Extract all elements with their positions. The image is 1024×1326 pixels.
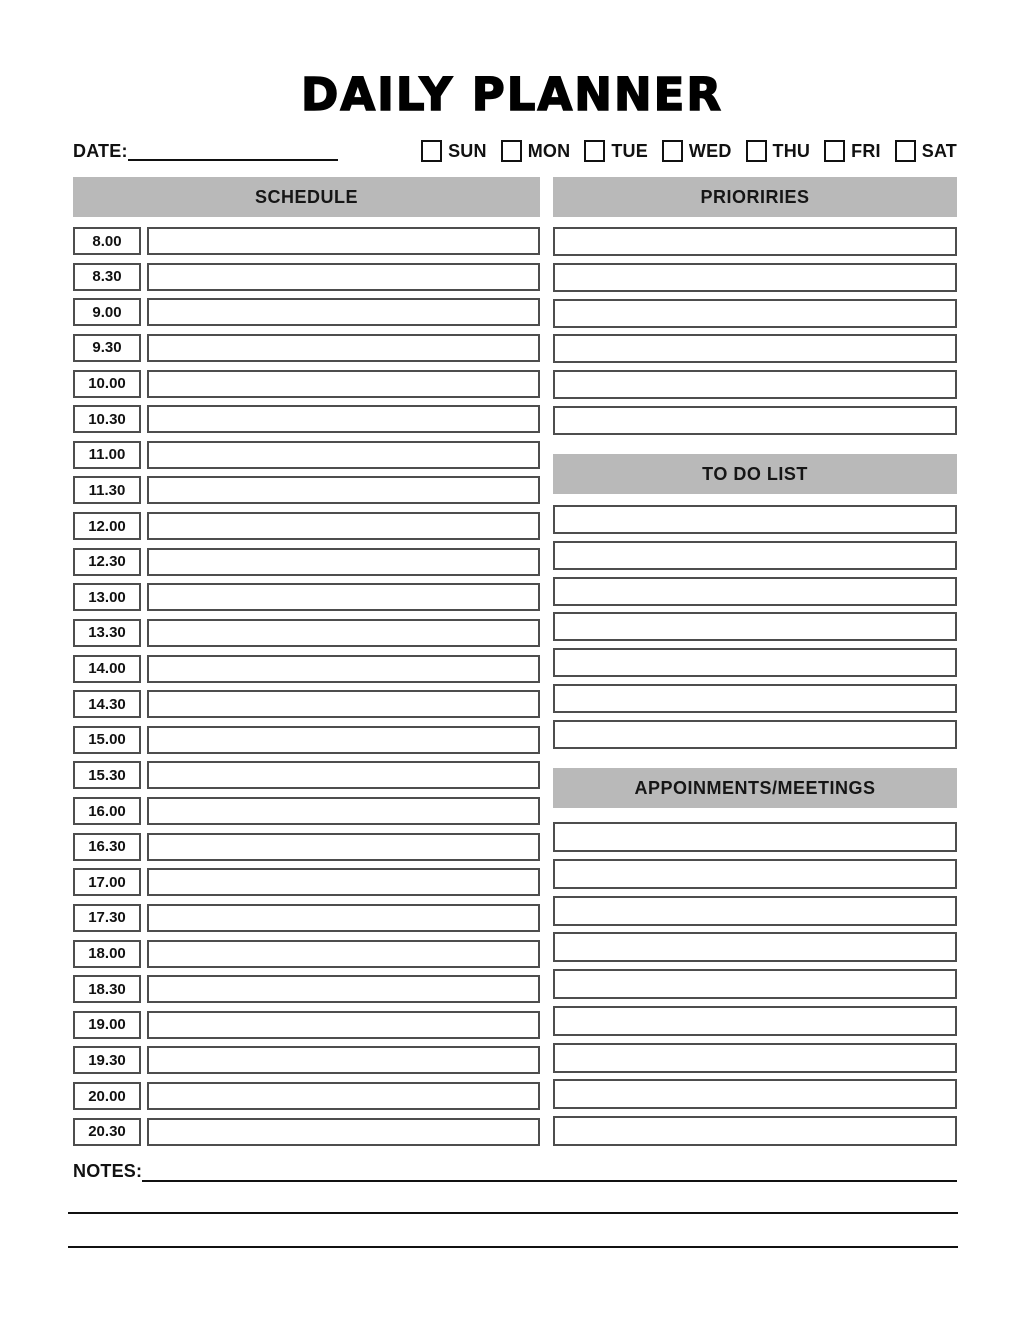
priorities-header-bar: PRIORIRIES: [553, 177, 957, 217]
schedule-row: [73, 583, 540, 611]
schedule-entry-field[interactable]: [147, 548, 540, 576]
appointment-entry-field[interactable]: [553, 932, 957, 962]
schedule-entry-field[interactable]: [147, 298, 540, 326]
schedule-entry-field[interactable]: [147, 1011, 540, 1039]
schedule-row: [73, 797, 540, 825]
weekday-label: WED: [688, 140, 732, 161]
schedule-header-bar: SCHEDULE: [73, 177, 540, 217]
schedule-time-label: 14.00: [73, 655, 141, 683]
todo-entry-field[interactable]: [553, 577, 957, 606]
appointments-header-bar: APPOINMENTS/MEETINGS: [553, 768, 957, 808]
date-days-row: [73, 136, 957, 166]
schedule-time-label: 18.00: [73, 940, 141, 968]
schedule-row: [73, 868, 540, 896]
schedule-row: [73, 370, 540, 398]
schedule-time-label: 10.30: [73, 405, 141, 433]
weekday-item[interactable]: [501, 140, 571, 162]
weekday-label: TUE: [611, 140, 648, 161]
todo-rows: [553, 505, 957, 749]
weekday-checkbox[interactable]: [421, 140, 442, 162]
todo-entry-field[interactable]: [553, 648, 957, 677]
schedule-entry-field[interactable]: [147, 904, 540, 932]
notes-fill-line[interactable]: [142, 1160, 957, 1182]
schedule-rows: [73, 227, 540, 1146]
appointment-entry-field[interactable]: [553, 859, 957, 889]
schedule-entry-field[interactable]: [147, 512, 540, 540]
weekday-item[interactable]: [421, 140, 487, 162]
schedule-entry-field[interactable]: [147, 370, 540, 398]
schedule-row: [73, 334, 540, 362]
schedule-row: [73, 405, 540, 433]
schedule-entry-field[interactable]: [147, 227, 540, 255]
appointments-rows: [553, 822, 957, 1146]
schedule-row: [73, 227, 540, 255]
schedule-row: [73, 655, 540, 683]
weekday-checkbox[interactable]: [746, 140, 767, 162]
appointment-entry-field[interactable]: [553, 1116, 957, 1146]
schedule-row: [73, 619, 540, 647]
schedule-entry-field[interactable]: [147, 975, 540, 1003]
weekday-item[interactable]: [662, 140, 732, 162]
schedule-time-label: 13.00: [73, 583, 141, 611]
schedule-row: [73, 298, 540, 326]
appointment-entry-field[interactable]: [553, 1079, 957, 1109]
schedule-time-label: 15.30: [73, 761, 141, 789]
weekday-label: MON: [527, 140, 571, 161]
todo-entry-field[interactable]: [553, 505, 957, 534]
schedule-time-label: 12.00: [73, 512, 141, 540]
weekday-label: FRI: [851, 140, 881, 161]
weekday-checkbox[interactable]: [895, 140, 916, 162]
weekday-label: THU: [772, 140, 811, 161]
schedule-row: [73, 726, 540, 754]
schedule-time-label: 8.00: [73, 227, 141, 255]
todo-header-bar: TO DO LIST: [553, 454, 957, 494]
weekday-label: SAT: [921, 140, 957, 161]
schedule-row: [73, 761, 540, 789]
schedule-row: [73, 512, 540, 540]
schedule-entry-field[interactable]: [147, 263, 540, 291]
schedule-entry-field[interactable]: [147, 334, 540, 362]
appointment-entry-field[interactable]: [553, 1043, 957, 1073]
schedule-time-label: 19.30: [73, 1046, 141, 1074]
schedule-time-label: 10.00: [73, 370, 141, 398]
priority-entry-field[interactable]: [553, 370, 957, 399]
schedule-time-label: 13.30: [73, 619, 141, 647]
notes-ruled-line[interactable]: [68, 1246, 958, 1248]
schedule-entry-field[interactable]: [147, 833, 540, 861]
weekday-checkbox[interactable]: [662, 140, 683, 162]
weekday-checkbox-group: [421, 140, 957, 162]
page-title: DAILY PLANNER: [300, 68, 724, 121]
schedule-time-label: 8.30: [73, 263, 141, 291]
priority-entry-field[interactable]: [553, 263, 957, 292]
schedule-time-label: 20.30: [73, 1118, 141, 1146]
schedule-entry-field[interactable]: [147, 1046, 540, 1074]
schedule-row: [73, 1118, 540, 1146]
notes-section: [73, 1160, 957, 1182]
todo-entry-field[interactable]: [553, 684, 957, 713]
schedule-entry-field[interactable]: [147, 583, 540, 611]
schedule-entry-field[interactable]: [147, 940, 540, 968]
schedule-entry-field[interactable]: [147, 1118, 540, 1146]
todo-entry-field[interactable]: [553, 541, 957, 570]
schedule-time-label: 9.30: [73, 334, 141, 362]
schedule-row: [73, 476, 540, 504]
todo-entry-field[interactable]: [553, 612, 957, 641]
schedule-time-label: 18.30: [73, 975, 141, 1003]
priorities-rows: [553, 227, 957, 435]
schedule-row: [73, 833, 540, 861]
schedule-row: [73, 940, 540, 968]
todo-entry-field[interactable]: [553, 720, 957, 749]
appointment-entry-field[interactable]: [553, 1006, 957, 1036]
schedule-entry-field[interactable]: [147, 690, 540, 718]
schedule-time-label: 11.30: [73, 476, 141, 504]
schedule-row: [73, 975, 540, 1003]
schedule-entry-field[interactable]: [147, 868, 540, 896]
schedule-entry-field[interactable]: [147, 619, 540, 647]
schedule-time-label: 16.00: [73, 797, 141, 825]
schedule-time-label: 9.00: [73, 298, 141, 326]
schedule-entry-field[interactable]: [147, 726, 540, 754]
weekday-item[interactable]: [824, 140, 881, 162]
appointment-entry-field[interactable]: [553, 969, 957, 999]
weekday-item[interactable]: [895, 140, 957, 162]
date-label: DATE:: [73, 140, 128, 161]
priority-entry-field[interactable]: [553, 334, 957, 363]
schedule-entry-field[interactable]: [147, 405, 540, 433]
schedule-row: [73, 263, 540, 291]
schedule-time-label: 17.30: [73, 904, 141, 932]
weekday-checkbox[interactable]: [824, 140, 845, 162]
schedule-row: [73, 441, 540, 469]
schedule-entry-field[interactable]: [147, 476, 540, 504]
schedule-time-label: 19.00: [73, 1011, 141, 1039]
schedule-row: [73, 904, 540, 932]
appointment-entry-field[interactable]: [553, 822, 957, 852]
schedule-entry-field[interactable]: [147, 655, 540, 683]
schedule-time-label: 12.30: [73, 548, 141, 576]
schedule-row: [73, 690, 540, 718]
priority-entry-field[interactable]: [553, 406, 957, 435]
schedule-time-label: 20.00: [73, 1082, 141, 1110]
priority-entry-field[interactable]: [553, 227, 957, 256]
schedule-row: [73, 1011, 540, 1039]
schedule-time-label: 17.00: [73, 868, 141, 896]
schedule-time-label: 14.30: [73, 690, 141, 718]
schedule-section: [73, 177, 540, 1141]
weekday-item[interactable]: [746, 140, 811, 162]
weekday-item[interactable]: [584, 140, 648, 162]
appointment-entry-field[interactable]: [553, 896, 957, 926]
schedule-row: [73, 1046, 540, 1074]
schedule-time-label: 16.30: [73, 833, 141, 861]
schedule-entry-field[interactable]: [147, 797, 540, 825]
weekday-checkbox[interactable]: [501, 140, 522, 162]
weekday-checkbox[interactable]: [584, 140, 605, 162]
schedule-row: [73, 1082, 540, 1110]
weekday-label: SUN: [448, 140, 487, 161]
schedule-time-label: 15.00: [73, 726, 141, 754]
priority-entry-field[interactable]: [553, 299, 957, 328]
notes-ruled-line[interactable]: [68, 1212, 958, 1214]
schedule-entry-field[interactable]: [147, 1082, 540, 1110]
schedule-entry-field[interactable]: [147, 441, 540, 469]
notes-label: NOTES:: [73, 1161, 143, 1181]
date-fill-line[interactable]: [128, 141, 338, 161]
schedule-row: [73, 548, 540, 576]
right-column: [553, 177, 957, 798]
schedule-time-label: 11.00: [73, 441, 141, 469]
schedule-entry-field[interactable]: [147, 761, 540, 789]
